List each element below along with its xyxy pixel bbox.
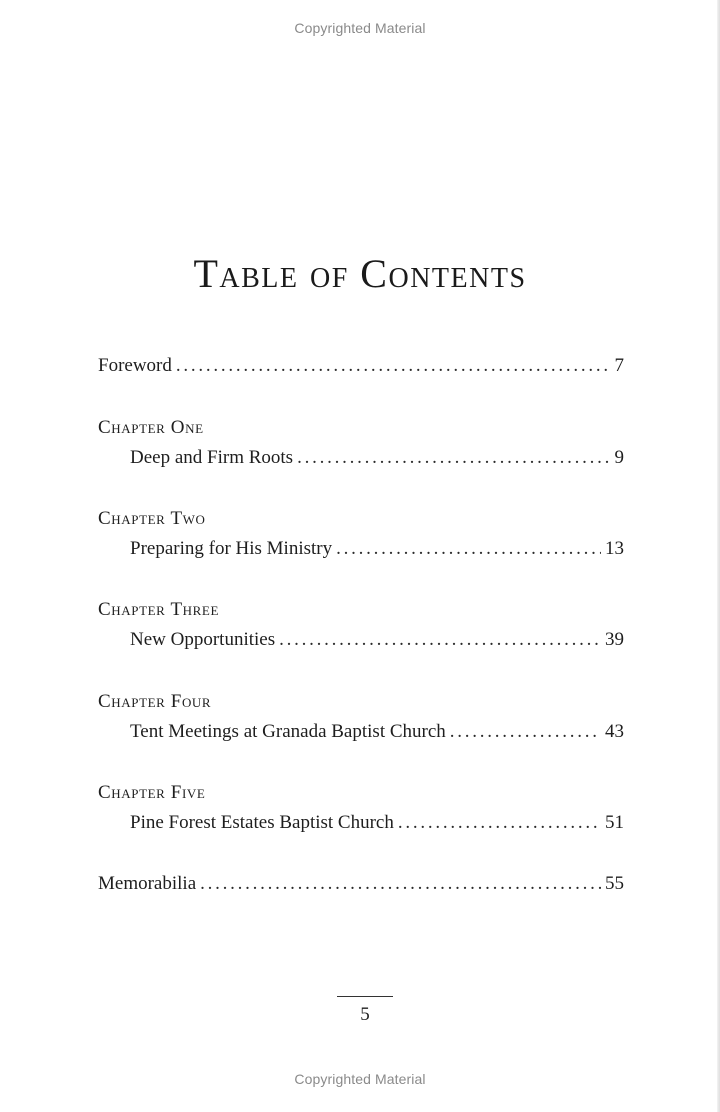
dot-leader <box>450 721 601 743</box>
toc-entry-chapter-three[interactable] <box>130 629 624 651</box>
toc-page-number: 13 <box>605 538 624 559</box>
page-number: 5 <box>360 1004 370 1025</box>
toc-entry-chapter-five[interactable] <box>130 812 624 834</box>
toc-page-number: 55 <box>605 873 624 894</box>
toc-entry-label: Tent Meetings at Granada Baptist Church <box>130 721 446 742</box>
toc-entry-label: New Opportunities <box>130 629 276 650</box>
toc-entry-label: Pine Forest Estates Baptist Church <box>130 812 394 833</box>
toc-page-number: 9 <box>614 447 624 468</box>
toc-page-number: 7 <box>614 355 624 376</box>
chapter-heading-two: Chapter Two <box>98 508 206 529</box>
dot-leader <box>297 447 610 469</box>
dot-leader <box>279 629 601 651</box>
chapter-heading-one: Chapter One <box>98 417 204 438</box>
toc-entry-chapter-two[interactable] <box>130 538 624 560</box>
toc-entry-label: Preparing for His Ministry <box>130 538 333 559</box>
chapter-heading-four: Chapter Four <box>98 691 212 712</box>
toc-entry-label: Foreword <box>98 355 172 376</box>
dot-leader <box>336 538 601 560</box>
chapter-heading-three: Chapter Three <box>98 599 219 620</box>
dot-leader <box>398 812 601 834</box>
page-number-rule <box>337 996 393 997</box>
toc-page-number: 39 <box>605 629 624 650</box>
copyright-watermark-top: Copyrighted Material <box>294 20 426 36</box>
toc-page-number: 43 <box>605 721 624 742</box>
toc-entry-chapter-one[interactable] <box>130 447 624 469</box>
toc-entry-label: Memorabilia <box>98 873 197 894</box>
toc-entry-foreword[interactable] <box>98 355 624 377</box>
dot-leader <box>176 355 611 377</box>
dot-leader <box>200 873 601 895</box>
toc-entry-label: Deep and Firm Roots <box>130 447 294 468</box>
page-title: Table of Contents <box>193 251 527 296</box>
toc-entry-memorabilia[interactable] <box>98 873 624 895</box>
copyright-watermark-bottom: Copyrighted Material <box>294 1071 426 1087</box>
toc-page-number: 51 <box>605 812 624 833</box>
chapter-heading-five: Chapter Five <box>98 782 206 803</box>
toc-entry-chapter-four[interactable] <box>130 721 624 743</box>
